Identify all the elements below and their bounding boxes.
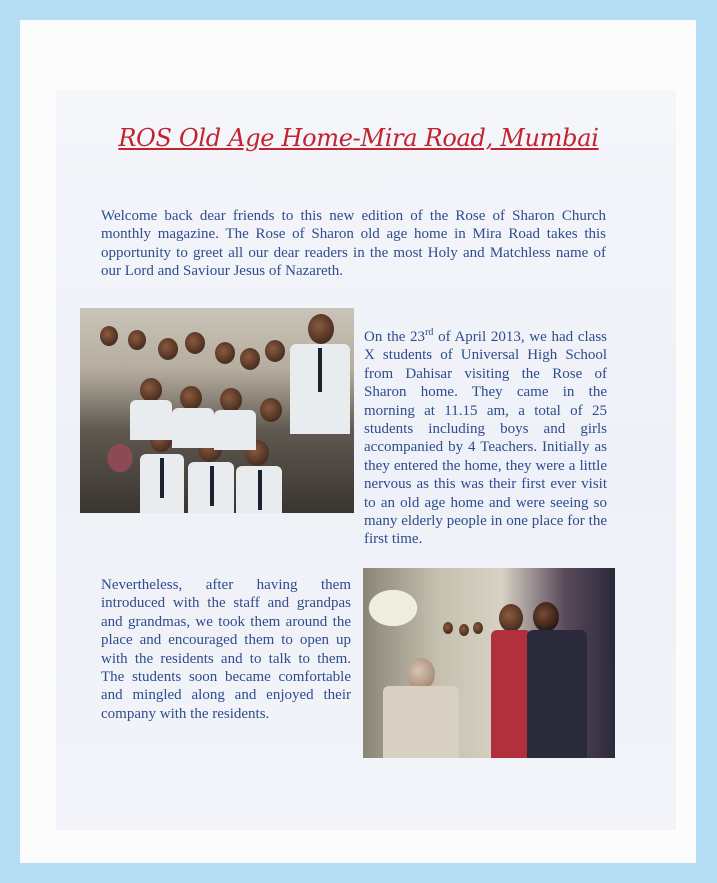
students-group-photo	[80, 308, 354, 513]
page-title: ROS Old Age Home-Mira Road, Mumbai	[118, 124, 599, 152]
residents-photo	[363, 568, 615, 758]
intro-paragraph: Welcome back dear friends to this new edition of the Rose of Sharon Church monthly magazine. The Rose of Sharon old age home in Mira Road takes this opportunity to greet all our dear readers in the most Holy and Matchless name of our Lord and Saviour Jesus of Nazareth.	[101, 208, 606, 280]
visit-paragraph: On the 23rd of April 2013, we had class X students of Universal High School from Dahisar visiting the Rose of Sharon home. They came in the morning at 11.15 am, a total of 25 students including boys and girls accompanied by 4 Teachers. Initially as they entered the home, they were a little nervous as this was their first ever visit to an old age home and were seeing so many elderly people in one place for the first time.	[364, 327, 607, 548]
mingling-paragraph: Nevertheless, after having them introduced with the staff and grandpas and grandmas, we took them around the place and encouraged them to open up with the residents and to talk to them. The students soon became comfortable and mingled along and enjoyed their company with the residents.	[101, 577, 351, 722]
